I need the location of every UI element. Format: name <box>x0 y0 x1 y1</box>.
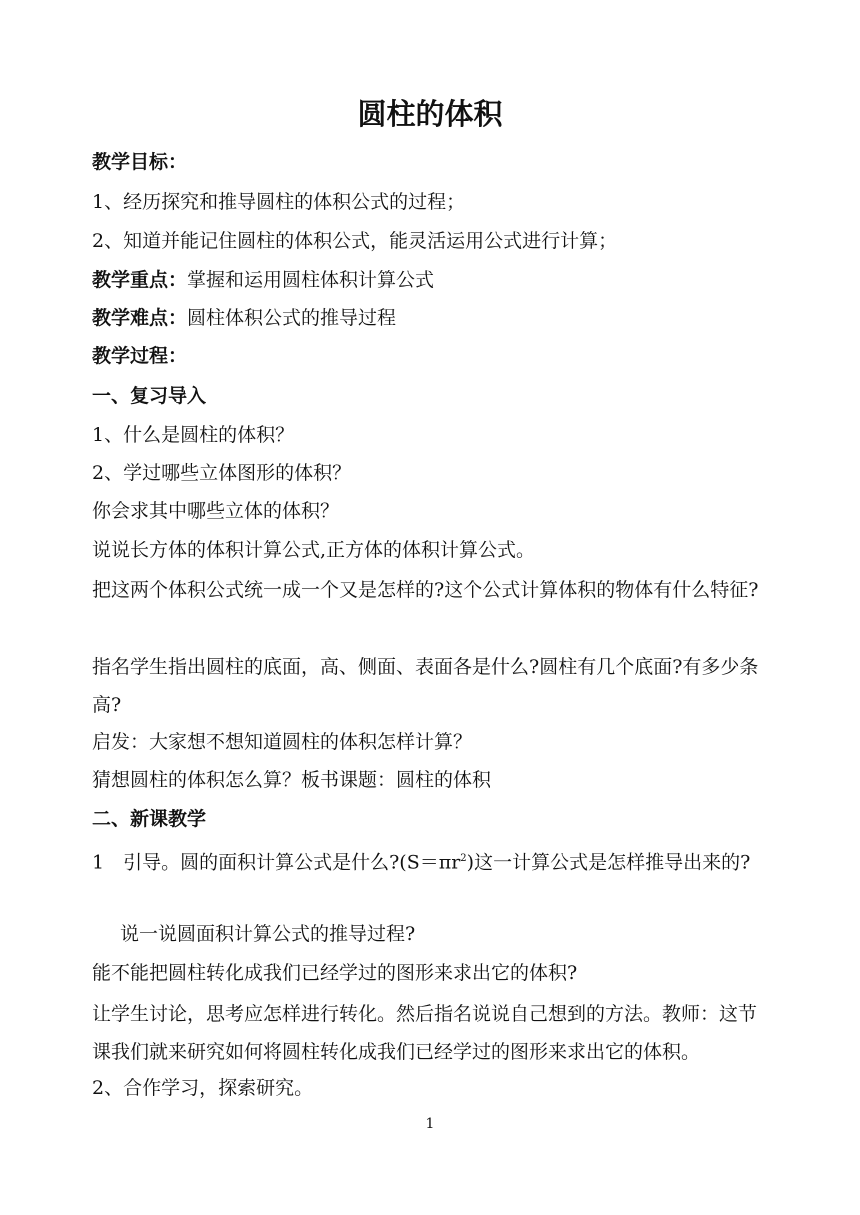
section2-paragraph-4: 让学生讨论，思考应怎样进行转化。然后指名说说自己想到的方法。教师：这节课我们就来研究如何将圆柱转化成我们已经学过的图形来求出它的体积。 <box>92 1003 758 1063</box>
section2-paragraph-1 <box>92 840 772 881</box>
squared-exponent: 2 <box>460 853 467 864</box>
section2-paragraph-1-end: )这一计算公式是怎样推导出来的? <box>466 851 751 874</box>
section2-paragraph-2: 说一说圆面积计算公式的推导过程? <box>120 923 416 945</box>
goal-item-2: 2、知道并能记住圆柱的体积公式，能灵活运用公式进行计算； <box>92 230 618 252</box>
section2-paragraph-1-start: 1 引导。圆的面积计算公式是什么?(S＝πr <box>92 851 461 874</box>
section2-paragraph-3: 能不能把圆柱转化成我们已经学过的图形来求出它的体积? <box>92 962 578 984</box>
section1-question-8: 猜想圆柱的体积怎么算？板书课题：圆柱的体积 <box>92 769 492 791</box>
goal-item-1: 1、经历探究和推导圆柱的体积公式的过程； <box>92 191 466 213</box>
goal-heading: 教学目标： <box>92 151 188 173</box>
difficulty-text: 圆柱体积公式的推导过程 <box>187 307 397 329</box>
focus-text: 掌握和运用圆柱体积计算公式 <box>187 269 435 291</box>
document-title: 圆柱的体积 <box>357 97 503 131</box>
section1-question-1: 1、什么是圆柱的体积？ <box>92 424 295 446</box>
process-heading: 教学过程： <box>92 345 188 367</box>
section2-paragraph-5: 2、合作学习，探索研究。 <box>92 1077 314 1099</box>
section1-question-5: 把这两个体积公式统一成一个又是怎样的?这个公式计算体积的物体有什么特征? <box>92 579 759 601</box>
section1-question-7: 启发：大家想不想知道圆柱的体积怎样计算？ <box>92 731 473 753</box>
section1-question-2: 2、学过哪些立体图形的体积？ <box>92 462 352 484</box>
section1-heading: 一、复习导入 <box>92 385 207 407</box>
page-number: 1 <box>425 1116 435 1132</box>
section1-question-6: 指名学生指出圆柱的底面，高、侧面、表面各是什么?圆柱有几个底面?有多少条高? <box>92 656 759 716</box>
focus-label: 教学重点： <box>92 269 188 291</box>
difficulty-label: 教学难点： <box>92 307 188 329</box>
difficulty-line <box>92 303 782 333</box>
section1-question-3: 你会求其中哪些立体的体积？ <box>92 500 340 522</box>
focus-line <box>92 265 782 295</box>
section1-question-4: 说说长方体的体积计算公式,正方体的体积计算公式。 <box>92 539 536 561</box>
section2-heading: 二、新课教学 <box>92 808 207 830</box>
